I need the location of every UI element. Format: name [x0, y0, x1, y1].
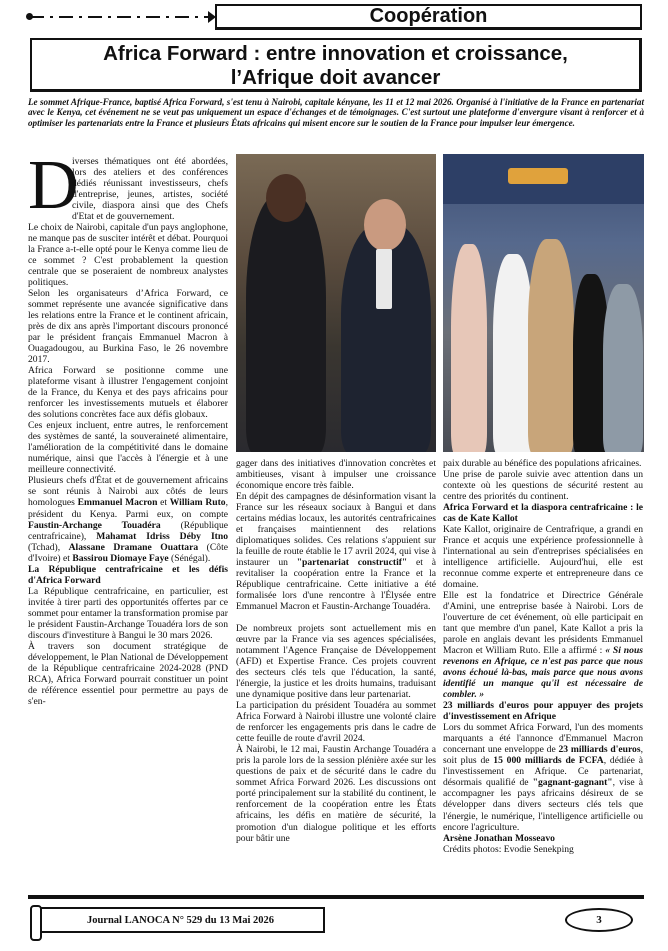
- text: Lors du sommet Africa Forward, l'un des moments marquants a été l'annonce d'Emmanuel Macron concernant une enveloppe de: [443, 722, 643, 756]
- page-number: 3: [565, 908, 633, 932]
- text: et: [157, 497, 170, 509]
- leader-name: Mahamat Idriss Déby Itno: [96, 530, 228, 542]
- lead-paragraph: Le sommet Afrique-France, baptisé Africa Forward, s'est tenu à Nairobi, capitale kényane, les 11 et 12 mai 2026. Organisé à l'initiative de la France en partenariat avec le Kenya, cet événement ne se veut pas uniquement un espace d'échanges et de témoignages. C'est surtout une plateforme d'envergure visant à renforcer et à optimiser les partenariats entre la France et plusieurs États africains qui misent encore sur le soutien de la France pour impulser leur émergence.: [28, 97, 644, 128]
- photo-figure: [493, 254, 533, 452]
- header-decoration: [30, 16, 210, 18]
- leader-name: Emmanuel Macron: [77, 497, 158, 509]
- journal-issue: Journal LANOCA N° 529 du 13 Mai 2026: [86, 914, 275, 926]
- paragraph: Kate Kallot, originaire de Centrafrique, a grandi en France et acquis une expérience professionnelle à l'international au sein d'entreprises spécialisées en intelligence artificielle. Aujourd'hui, elle est reconnue comme experte et entrepreneure dans ce domaine.: [443, 524, 643, 591]
- emphasis: 23 milliards d'euros: [558, 744, 641, 756]
- text: et à revitaliser la coopération entre la France et la République centrafricaine. Cette initiative a été formalisée lors d'une rencontre à l'Élysée entre Emmanuel Macron et Faustin-Archange Touadéra.: [236, 557, 436, 613]
- paragraph: La participation du président Touadéra au sommet Africa Forward à Nairobi illustre une volonté claire de renforcer les engagements pris dans le cadre de cette feuille de route d'avril 2024.: [236, 700, 436, 745]
- emphasis: "gagnant-gagnant": [532, 777, 613, 789]
- section-header: [30, 4, 642, 30]
- text: , vise à accompagner les pays africains désireux de se développer dans divers secteurs clés tels que l'énergie, le numérique, l'intelligence artificielle ou encore l'agriculture.: [443, 777, 643, 833]
- paragraph: Une prise de parole suivie avec attention dans un contexte où les questions de sécurité restent au centre des priorités du continent.: [443, 469, 643, 503]
- section-label-box: [215, 4, 642, 30]
- paragraph: Selon les organisateurs d’Africa Forward, ce sommet représente une avancée significative dans les relations entre la France et le continent africain, près de dix ans après l'important discours prononcé par le président français Emmanuel Macron à Ouagadougou, au Burkina Faso, le 26 novembre 2017.: [28, 288, 228, 366]
- headline: [32, 40, 639, 90]
- text: Plusieurs chefs d'État et de gouvernement africains se sont réunis à Nairobi aux côtés de leurs homologues: [28, 475, 228, 509]
- headline-line-1: Africa Forward : entre innovation et croissance,: [103, 42, 568, 65]
- subheading: 23 milliards d'euros pour appuyer des projets d'investissement en Afrique: [443, 700, 643, 723]
- photo-figure: [376, 249, 392, 309]
- photo-handshake: [236, 154, 436, 452]
- emphasis: "partenariat constructif": [296, 557, 408, 569]
- headline-box: [30, 38, 642, 92]
- article-column-3: [443, 458, 643, 855]
- paragraph: La République centrafricaine, en particulier, est invitée à tirer parti des opportunités offertes par ce sommet pour entamer la transformation promise par le président Faustin-Archange Touadéra lors de son discours d'investiture à Bangui le 30 mars 2026.: [28, 585, 228, 641]
- leader-name: William Ruto: [169, 497, 226, 509]
- text: , président du Kenya. Parmi eux, on compte: [28, 497, 228, 520]
- paragraph: [443, 722, 643, 832]
- leader-name: Alassane Dramane Ouattara: [68, 541, 199, 553]
- leader-name: Faustin-Archange Touadéra: [28, 519, 161, 531]
- photo-figure: [246, 194, 326, 452]
- photo-figure: [603, 284, 643, 452]
- paragraph-leaders: [28, 475, 228, 563]
- paragraph: paix durable au bénéfice des populations africaines.: [443, 458, 642, 469]
- author: Arsène Jonathan Mosseavo: [443, 832, 555, 844]
- photo-figure: [528, 239, 574, 452]
- photo-figure: [266, 174, 306, 222]
- photo-banner-logo: [508, 168, 568, 184]
- paragraph: [443, 590, 643, 700]
- text: (Sénégal).: [168, 552, 211, 564]
- paragraph: Ces enjeux incluent, entre autres, le renforcement des systèmes de santé, la souveraineté alimentaire, l'amélioration de la compétitivité dans le domaine numérique, ainsi que l'accès à l'énergie et à une meilleure connectivité.: [28, 420, 228, 476]
- subheading: Africa Forward et la diaspora centrafricaine : le cas de Kate Kallot: [443, 502, 643, 525]
- paragraph: [236, 491, 436, 612]
- emphasis: 15 000 milliards de FCFA: [493, 755, 604, 767]
- text: (Côte d'Ivoire) et: [28, 541, 228, 564]
- article-column-1: [28, 147, 228, 707]
- drop-cap: D: [28, 147, 79, 224]
- photo-figure: [451, 244, 487, 452]
- paragraph: Le choix de Nairobi, capitale d'un pays anglophone, ne manque pas de susciter intérêt et débat. Pourquoi la France a-t-elle opté pour le Kenya comme lieu de ce sommet ? C'est probablement la question centrale que se poseraient de nombreux analystes politiques.: [28, 222, 228, 289]
- leader-name: Bassirou Diomaye Faye: [72, 552, 169, 564]
- text: , dédiée à l'investissement en Afrique. Ce partenariat, désormais qualifié de: [443, 755, 643, 789]
- text: En dépit des campagnes de désinformation visant la France sur les réseaux sociaux à Bangui et dans certains médias locaux, les autorités centrafricaines et françaises maintiennent des relations diplomatiques solides. Ces relations s'appuient sur la feuille de route établie le 17 avril 2024, qui vise à instaurer un: [236, 491, 436, 569]
- photo-panel: [443, 154, 644, 452]
- footer-rule: [28, 895, 644, 899]
- text: , soit plus de: [443, 744, 643, 767]
- paragraph: iverses thématiques ont été abordées, lors des ateliers et des conférences dédiés réunissant investisseurs, chefs d'entreprise, jeunes, artistes, société civile, diaspora ainsi que des Chefs d'Etat et de gouvernement.: [72, 156, 228, 223]
- paragraph: De nombreux projets sont actuellement mis en œuvre par la France via ses agences spécialisées, notamment l'Agence Française de Développement (AFD) et Expertise France. Ces projets couvrent des secteurs clés tels que l'éducation, la santé, l'énergie, la justice et les droits humains, traduisant une dynamique positive dans leur partenariat.: [236, 623, 436, 701]
- paragraph: À travers son document stratégique de développement, le Plan National de Développement de la République centrafricaine 2024-2028 (PND RCA), Africa Forward pourrait constituer un point de référence essentiel pour permettre au pays de s'en-: [28, 640, 228, 707]
- section-title: Coopération: [369, 5, 488, 27]
- headline-line-2: l’Afrique doit avancer: [230, 66, 441, 89]
- text: Elle est la fondatrice et Directrice Générale d'Amini, une entreprise basée à Nairobi. Lors de l'ouverture de cet événement, où elle participait en tant que membre d'un panel, Kate Kallot a pris la parole en anglais devant les présidents Emmanuel Macron et William Ruto. Elle a affirmé :: [443, 590, 643, 657]
- paragraph: gager dans des initiatives d'innovation concrètes et ambitieuses, visant à impulser une croissance économique encore très faible.: [236, 458, 436, 492]
- quote: « Si nous revenons en Afrique, ce n'est pas parce que nous avons échoué là-bas, mais parce que nous avons identifié un manque qu'il est nécessaire de combler. »: [443, 645, 644, 701]
- text: (Tchad),: [28, 541, 69, 553]
- photo-credits: Crédits photos: Evodie Senekping: [443, 843, 574, 855]
- journal-banner: [35, 907, 325, 933]
- subheading: La République centrafricaine et les défis d'Africa Forward: [28, 563, 228, 586]
- paragraph: Africa Forward se positionne comme une plateforme visant à illustrer l'engagement conjoint de la France, du Kenya et des pays africains pour renforcer les investissements mutuels et élaborer des solutions concrètes face aux défis globaux.: [28, 365, 228, 421]
- text: (République centrafricaine),: [28, 519, 228, 542]
- paragraph: À Nairobi, le 12 mai, Faustin Archange Touadéra a pris la parole lors de la session plénière axée sur les questions de paix et de sécurité dans le cadre du sommet Africa Forward 2026. Les discussions ont porté principalement sur la stabilité du continent, le renforcement de la coopération entre les États africains, les défis en matière de sécurité, la promotion d'un dialogue politique et les efforts pour bâtir une: [236, 744, 436, 844]
- photo-figure: [364, 199, 406, 251]
- article-column-2: [236, 458, 436, 844]
